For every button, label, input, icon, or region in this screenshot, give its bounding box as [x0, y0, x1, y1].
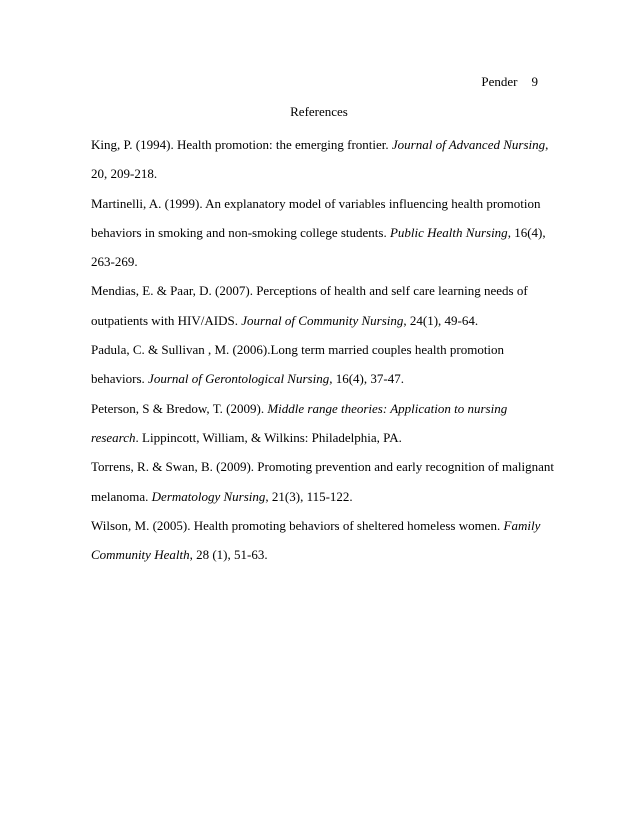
reference-entry — [91, 335, 551, 394]
reference-text-segment: 263-269. — [91, 254, 138, 270]
reference-text-segment: outpatients with HIV/AIDS. — [91, 312, 242, 328]
reference-text-segment: behaviors. — [91, 371, 149, 387]
reference-line — [91, 511, 551, 540]
reference-line — [91, 306, 551, 335]
reference-line — [91, 482, 551, 511]
reference-line — [91, 335, 551, 364]
reference-entry — [91, 189, 551, 277]
references-title: References — [290, 104, 348, 119]
reference-line — [91, 130, 551, 159]
reference-text-segment: , 16(4), — [507, 224, 546, 240]
reference-text-segment: Padula, C. & Sullivan , M. (2006).Long term married couples health promotion — [91, 342, 505, 358]
reference-entry — [91, 276, 551, 335]
reference-italic-segment: Journal of Advanced Nursing — [391, 137, 546, 152]
running-head-author: Pender — [481, 74, 518, 89]
reference-line — [91, 452, 555, 481]
reference-line — [91, 189, 551, 218]
reference-italic-segment: Family — [503, 517, 541, 533]
references-list — [91, 130, 555, 569]
reference-text-segment: Mendias, E. & Paar, D. (2007). Perceptions of health and self care learning needs of — [91, 283, 528, 299]
reference-line — [91, 423, 551, 452]
reference-text-segment: Wilson, M. (2005). Health promoting behaviors of sheltered homeless women. — [91, 517, 504, 533]
reference-text-segment: , 16(4), 37-47. — [329, 371, 404, 387]
reference-line — [91, 394, 551, 423]
reference-text-segment: . Lippincott, William, & Wilkins: Philadelphia, PA. — [135, 429, 402, 445]
reference-text-segment: , 24(1), 49-64. — [403, 312, 479, 328]
reference-line — [91, 159, 551, 188]
reference-text-segment: King, P. (1994). Health promotion: the emerging frontier. — [91, 137, 392, 152]
reference-italic-segment: research — [91, 429, 136, 445]
reference-italic-segment: Community Health — [91, 547, 190, 563]
reference-line — [91, 247, 551, 276]
reference-entry — [91, 452, 555, 511]
reference-line — [91, 540, 551, 569]
reference-text-segment: behaviors in smoking and non-smoking college students. — [91, 224, 390, 240]
reference-italic-segment: Journal of Gerontological Nursing — [148, 371, 330, 387]
reference-text-segment: 20, 209-218. — [91, 166, 158, 182]
reference-text-segment: , 21(3), 115-122. — [265, 488, 353, 504]
reference-line — [91, 276, 551, 305]
reference-text-segment: Martinelli, A. (1999). An explanatory model of variables influencing health promotion — [91, 195, 541, 211]
reference-line — [91, 218, 551, 247]
reference-text-segment: , — [545, 137, 549, 152]
reference-entry — [91, 394, 551, 453]
reference-text-segment: melanoma. — [91, 488, 152, 504]
running-head — [420, 74, 538, 90]
reference-line — [91, 364, 551, 393]
reference-italic-segment: Middle range theories: Application to nursing — [267, 400, 508, 416]
reference-entry — [91, 511, 551, 570]
reference-text-segment: Torrens, R. & Swan, B. (2009). Promoting prevention and early recognition of malignant — [91, 459, 555, 475]
reference-text-segment: Peterson, S & Bredow, T. (2009). — [91, 400, 268, 416]
reference-italic-segment: Public Health Nursing — [389, 224, 508, 240]
reference-entry — [91, 130, 551, 189]
reference-italic-segment: Journal of Community Nursing — [241, 312, 404, 328]
reference-text-segment: , 28 (1), 51-63. — [189, 547, 268, 563]
page-number: 9 — [531, 74, 538, 89]
reference-italic-segment: Dermatology Nursing — [151, 488, 266, 504]
